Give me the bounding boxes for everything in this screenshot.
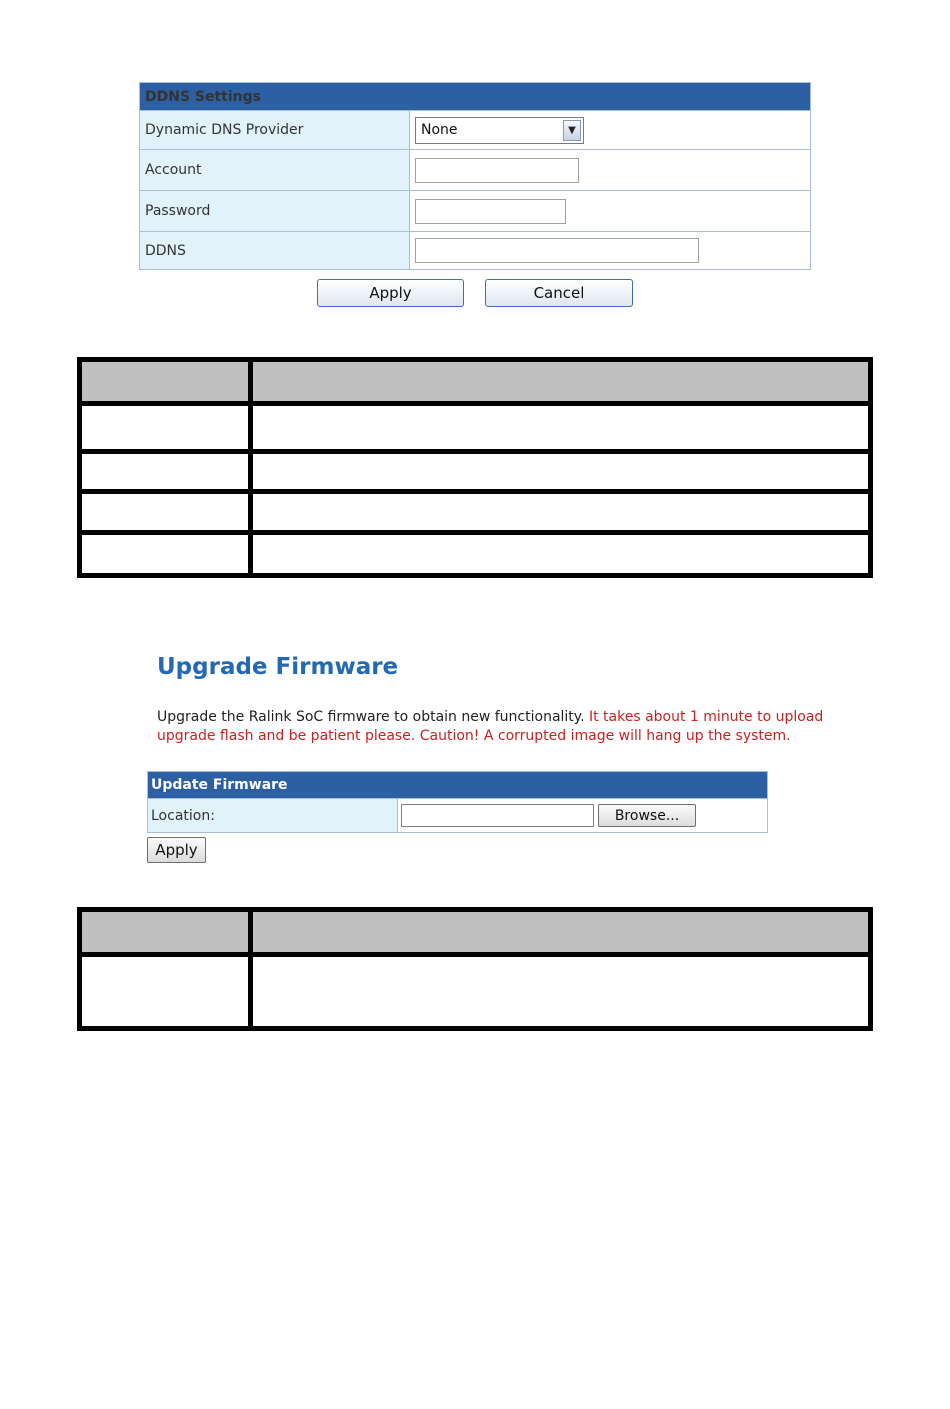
ddns-cancel-button[interactable]: Cancel: [485, 279, 633, 307]
table-header-cell: [251, 910, 871, 955]
table-cell: [80, 404, 251, 452]
ddns-settings-table: [139, 82, 811, 270]
password-label: Password: [140, 191, 410, 232]
location-file-input[interactable]: [401, 804, 594, 827]
firmware-warning-text: It takes about 1 minute to upload upgrade flash and be patient please. Caution! A corrupted image will hang up the system.: [157, 709, 824, 744]
firmware-description: [157, 708, 837, 746]
provider-select[interactable]: [415, 117, 584, 144]
table-cell: [80, 533, 251, 576]
account-input[interactable]: [415, 158, 579, 183]
table-cell: [251, 533, 871, 576]
update-firmware-header: Update Firmware: [148, 772, 768, 799]
table-cell: [251, 955, 871, 1029]
table-cell: [251, 492, 871, 533]
ddns-label: DDNS: [140, 232, 410, 270]
table-cell: [80, 492, 251, 533]
update-firmware-table: [147, 771, 768, 833]
password-input[interactable]: [415, 199, 566, 224]
account-cell: [410, 150, 811, 191]
file-picker: [401, 804, 764, 827]
firmware-apply-button[interactable]: Apply: [147, 837, 206, 863]
table-header-cell: [80, 910, 251, 955]
firmware-description-text: Upgrade the Ralink SoC firmware to obtain new functionality.: [157, 709, 585, 725]
table-cell: [80, 955, 251, 1029]
chevron-down-icon[interactable]: ▼: [563, 120, 581, 141]
ddns-description-table: [77, 357, 873, 578]
table-cell: [251, 452, 871, 492]
ddns-apply-button[interactable]: Apply: [317, 279, 464, 307]
ddns-settings-header: DDNS Settings: [140, 83, 811, 111]
ddns-hostname-input[interactable]: [415, 238, 699, 263]
provider-cell: [410, 111, 811, 150]
password-cell: [410, 191, 811, 232]
provider-selected-value: None: [421, 122, 458, 138]
table-cell: [251, 404, 871, 452]
firmware-description-table: [77, 907, 873, 1031]
provider-label: Dynamic DNS Provider: [140, 111, 410, 150]
page-title: Upgrade Firmware: [157, 654, 399, 680]
table-header-cell: [80, 360, 251, 404]
table-header-cell: [251, 360, 871, 404]
browse-button[interactable]: Browse...: [598, 804, 696, 827]
table-cell: [80, 452, 251, 492]
location-label: Location:: [148, 799, 398, 833]
account-label: Account: [140, 150, 410, 191]
location-cell: [398, 799, 768, 833]
ddns-cell: [410, 232, 811, 270]
